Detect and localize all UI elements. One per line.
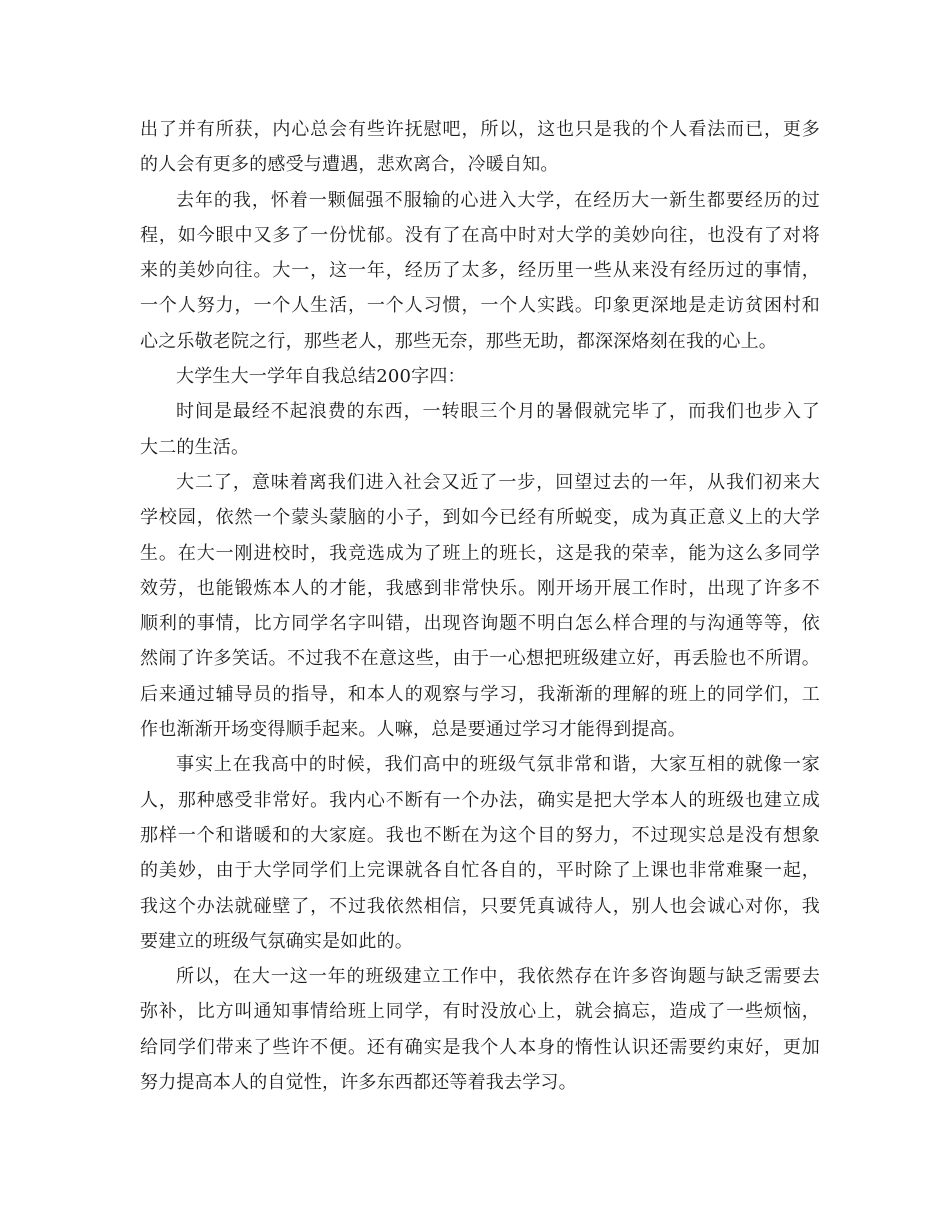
paragraph-line: 后来通过辅导员的指导，和本人的观察与学习，我渐渐的理解的班上的同学们，工 [140,683,820,705]
paragraph-line: 生。在大一刚进校时，我竞选成为了班上的班长，这是我的荣幸，能为这么多同学 [140,542,820,564]
paragraph-line: 我这个办法就碰壁了，不过我依然相信，只要凭真诚待人，别人也会诚心对你，我 [140,895,820,917]
paragraph-line: 作也渐渐开场变得顺手起来。人嘛，总是要通过学习才能得到提高。 [140,719,686,741]
paragraph-line: 去年的我，怀着一颗倔强不服输的心进入大学，在经历大一新生都要经历的过 [176,189,820,211]
document-body [140,112,820,1100]
paragraph-line: 来的美妙向往。大一，这一年，经历了太多，经历里一些从来没有经历过的事情， [140,260,820,282]
paragraph-line: 学校园，依然一个蒙头蒙脑的小子，到如今已经有所蜕变，成为真正意义上的大学 [140,507,820,529]
paragraph-line: 出了并有所获，内心总会有些许抚慰吧，所以，这也只是我的个人看法而已，更多 [140,119,820,140]
paragraph-line: 大二的生活。 [140,436,250,458]
paragraph-line: 要建立的班级气氛确实是如此的。 [140,930,413,952]
paragraph-line: 事实上在我高中的时候，我们高中的班级气氛非常和谐，大家互相的就像一家 [176,754,820,776]
section-heading: 大学生大一学年自我总结200字四： [176,366,466,388]
paragraph-line: 人，那种感受非常好。我内心不断有一个办法，确实是把大学本人的班级也建立成 [140,789,820,811]
paragraph-line: 时间是最经不起浪费的东西，一转眼三个月的暑假就完毕了，而我们也步入了 [176,401,820,423]
paragraph-line: 的人会有更多的感受与遭遇，悲欢离合，冷暖自知。 [140,154,559,176]
paragraph-line: 所以，在大一这一年的班级建立工作中，我依然存在许多咨询题与缺乏需要去 [176,966,820,988]
paragraph-line: 那样一个和谐暖和的大家庭。我也不断在为这个目的努力，不过现实总是没有想象 [140,824,820,846]
paragraph-line: 弥补，比方叫通知事情给班上同学，有时没放心上，就会搞忘，造成了一些烦恼， [140,1001,820,1023]
paragraph-line: 然闹了许多笑话。不过我不在意这些，由于一心想把班级建立好，再丢脸也不所谓。 [140,648,820,670]
paragraph-line: 心之乐敬老院之行，那些老人，那些无奈，那些无助，都深深烙刻在我的心上。 [140,330,777,352]
paragraph-line: 程，如今眼中又多了一份忧郁。没有了在高中时对大学的美妙向往，也没有了对将 [140,224,820,246]
paragraph-line: 大二了，意味着离我们进入社会又近了一步，回望过去的一年，从我们初来大 [176,471,820,493]
paragraph-line: 的美妙，由于大学同学们上完课就各自忙各自的，平时除了上课也非常难聚一起， [140,860,820,882]
paragraph-line: 顺利的事情，比方同学名字叫错，出现咨询题不明白怎么样合理的与沟通等等，依 [140,613,820,635]
paragraph-line: 给同学们带来了些许不便。还有确实是我个人本身的惰性认识还需要约束好，更加 [140,1036,820,1058]
paragraph-line: 努力提高本人的自觉性，许多东西都还等着我去学习。 [140,1072,577,1094]
paragraph-line: 效劳，也能锻炼本人的才能，我感到非常快乐。刚开场开展工作时，出现了许多不 [140,577,820,599]
paragraph-line: 一个人努力，一个人生活，一个人习惯，一个人实践。印象更深地是走访贫困村和 [140,295,820,317]
